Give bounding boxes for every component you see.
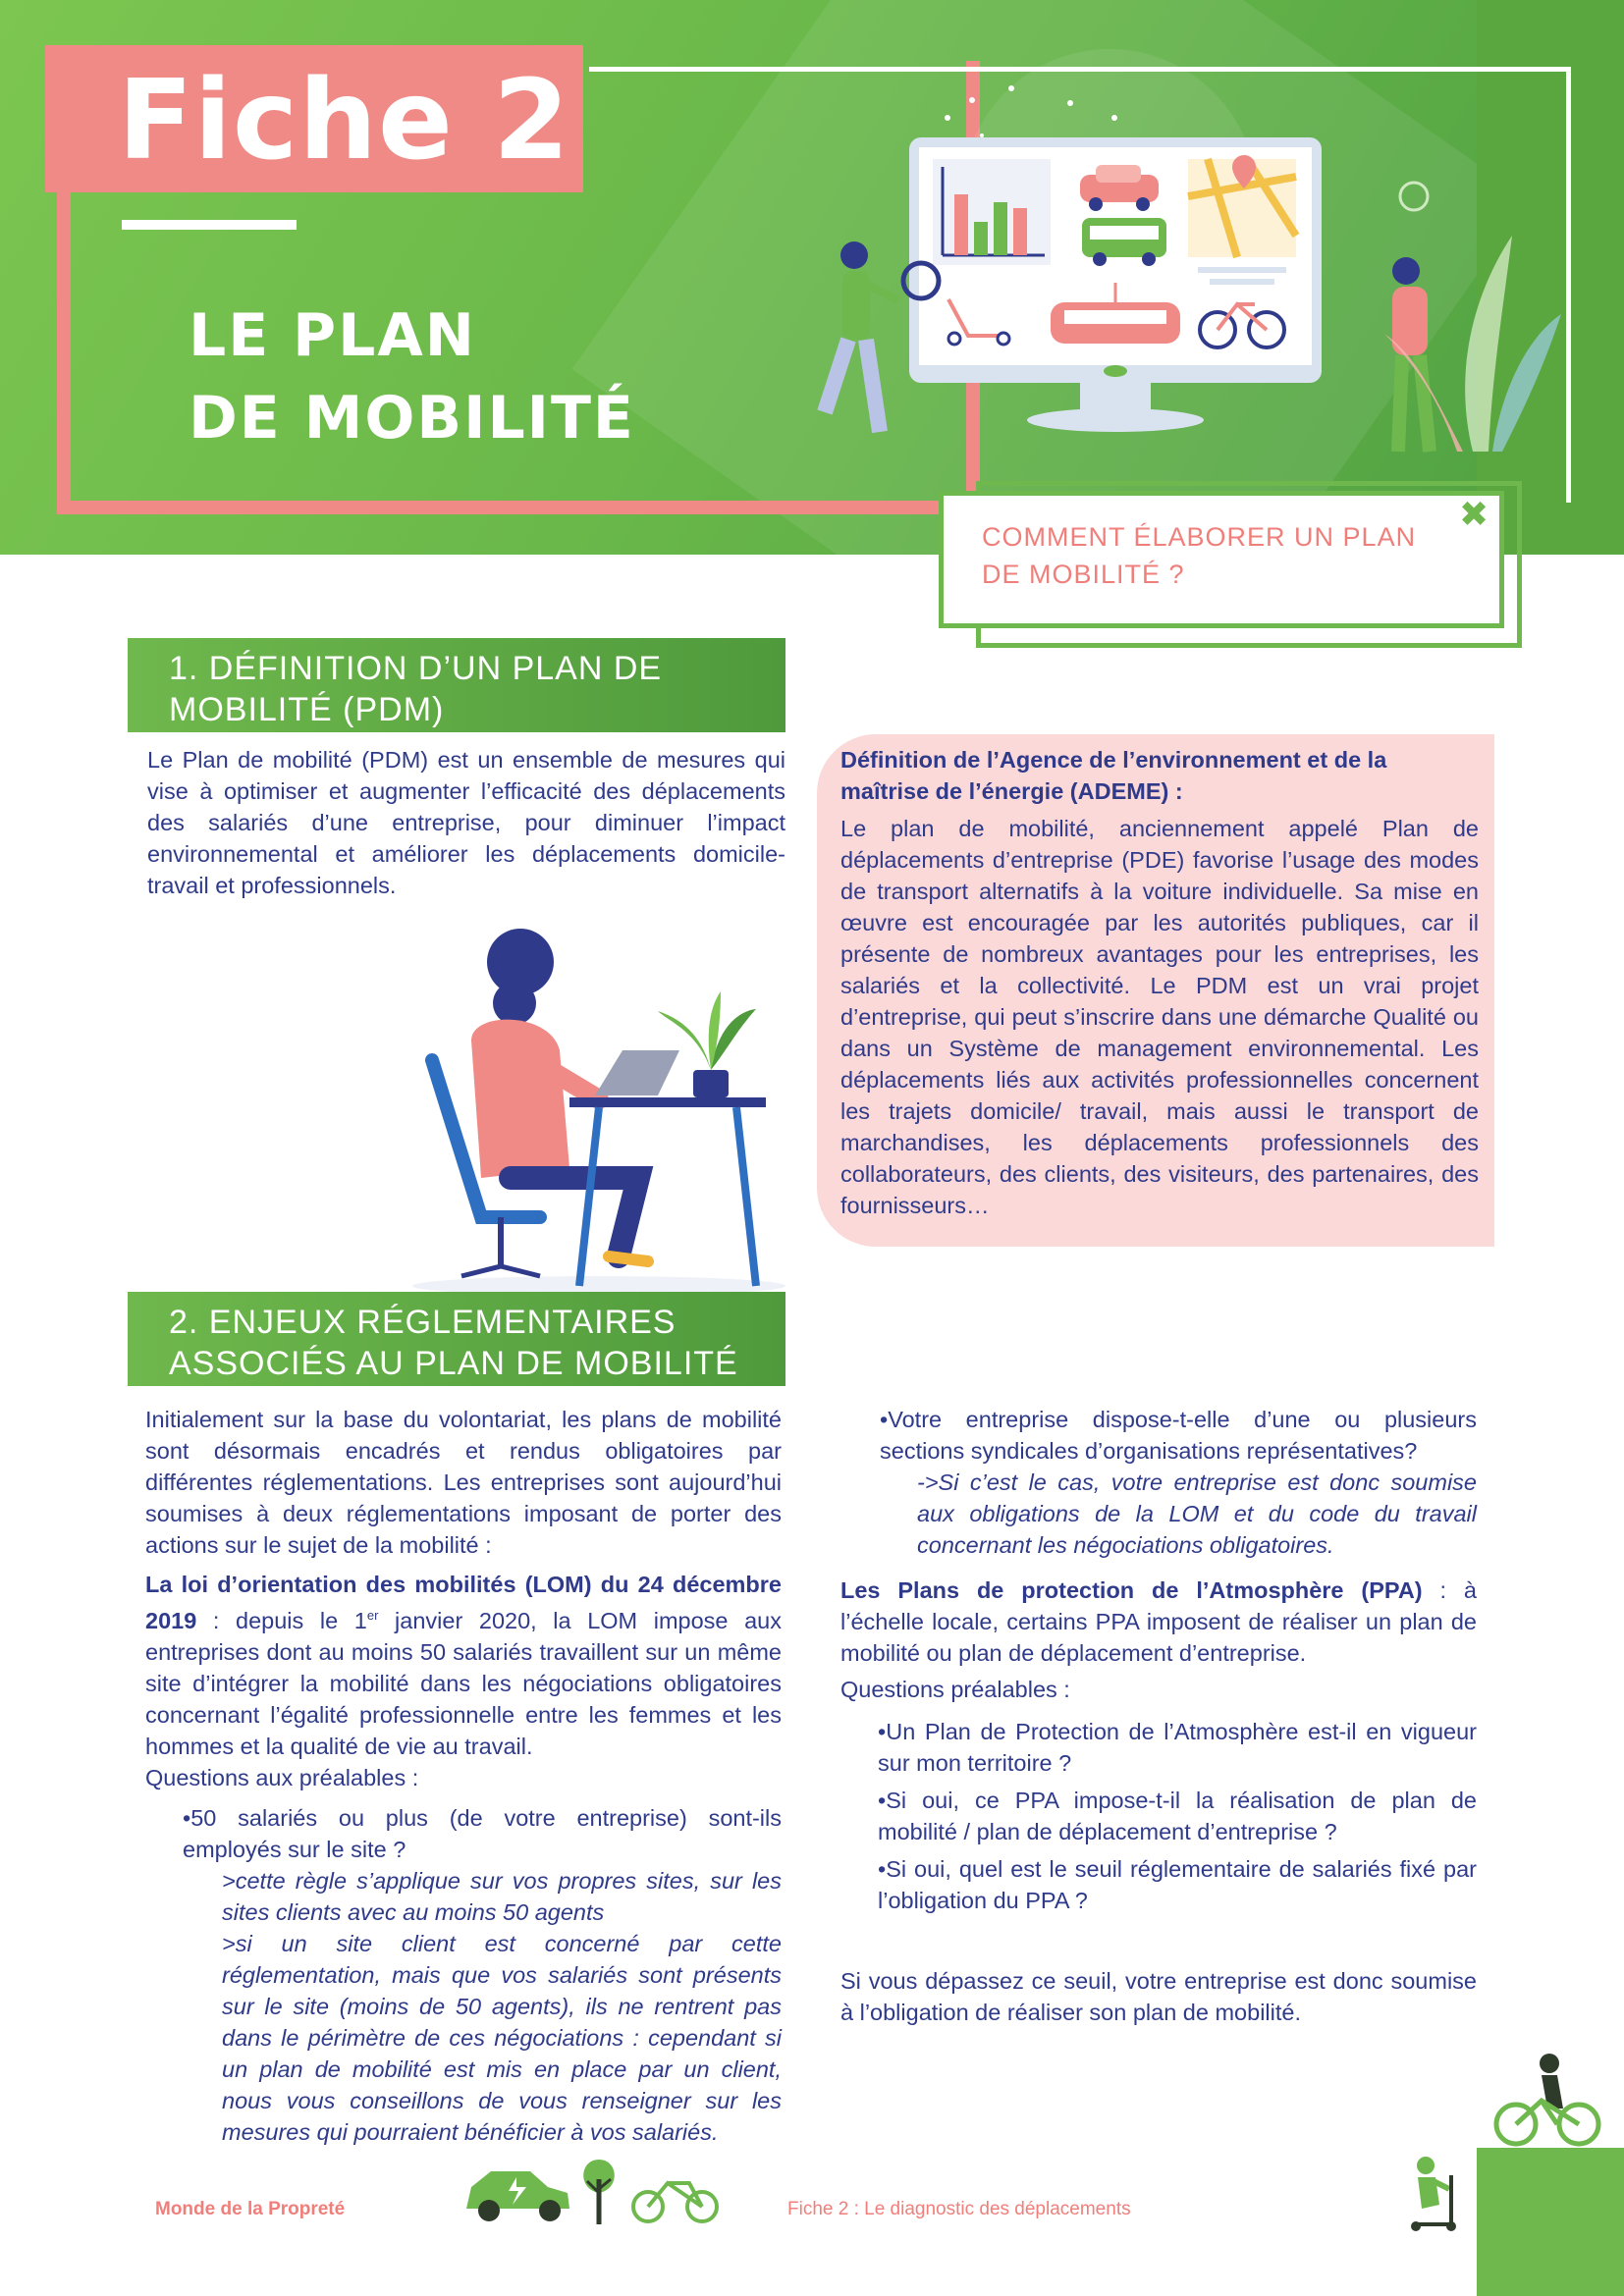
eco-transport-icons [461, 2150, 727, 2228]
scooter-rider-icon [1404, 2156, 1463, 2234]
footer-green-block [1477, 2148, 1624, 2296]
section1-heading-line2: MOBILITÉ (PDM) [169, 691, 445, 728]
section2-heading [128, 1292, 785, 1386]
section2-heading-line2: ASSOCIÉS AU PLAN DE MOBILITÉ [169, 1345, 738, 1382]
note-own-sites: >cette règle s’applique sur vos propres sites, sur les sites clients avec au moins 50 agents [222, 1868, 782, 1925]
fiche-underline [122, 220, 297, 230]
question-line2: DE MOBILITÉ ? [982, 560, 1185, 589]
close-icon: ✖ [1459, 495, 1489, 535]
section2-conclusion: Si vous dépassez ce seuil, votre entreprise est donc soumise à l’obligation de réaliser son plan de mobilité. [840, 1968, 1477, 2025]
bullet-50-employees: •50 salariés ou plus (de votre entreprise) sont-ils employés sur le site ? [183, 1805, 782, 1862]
cyclist-icon [1492, 2052, 1600, 2150]
page-title-line2: DE MOBILITÉ [189, 384, 635, 453]
bullet-union-sections: •Votre entreprise dispose-t-elle d’une ou plusieurs sections syndicales d’organisations représentatives? [880, 1407, 1477, 1464]
questions-label-2: Questions préalables : [840, 1677, 1070, 1702]
questions-label: Questions aux préalables : [145, 1765, 419, 1790]
woman-at-desk-illustration [412, 923, 785, 1296]
fiche-label: Fiche 2 [118, 57, 570, 185]
lom-paragraph [145, 1569, 782, 1762]
footer-chapter: Fiche 2 : Le diagnostic des déplacements [787, 2199, 1131, 2219]
note-client-site: >si un site client est concerné par cette réglementation, mais que vos salariés sont présents sur le site (moins de 50 agents), ils ne rentrent pas dans le périmètre de ces négociations : cependant si un plan de mobilité est mis en place par un client, nous vous conseillons de vous renseigner sur les mesures qui pourraient bénéficier à vos salariés. [222, 1931, 782, 2145]
hero-white-frame-right [1566, 67, 1571, 503]
question-line1: COMMENT ÉLABORER UN PLAN [982, 522, 1417, 552]
ppa-text: : à l’échelle locale, certains PPA imposent de réaliser un plan de mobilité ou plan de déplacement d’entreprise. [840, 1577, 1477, 1666]
ademe-definition-body: Le plan de mobilité, anciennement appelé Plan de déplacements d’entreprise (PDE) favorise l’usage des modes de transport alternatifs à la voiture individuelle. Sa mise en œuvre est encouragée par les autorités publiques, car il présente de nombreux avantages pour les entreprises, les salariés et la collectivité. Le PDM est un vrai projet d’entreprise, qui peut s’inscrire dans une démarche Qualité ou dans un Système de management environnemental. Les déplacements liés aux activités professionnelles concernent les trajets domicile/ travail, mais aussi le transport de marchandises, les déplacements professionnels des collaborateurs, des clients, des visiteurs, des partenaires, des fournisseurs… [840, 816, 1479, 1218]
bullet-ppa-requires-plan: •Si oui, ce PPA impose-t-il la réalisation de plan de mobilité / plan de déplacement d’entreprise ? [878, 1788, 1477, 1844]
ppa-title: Les Plans de protection de l’Atmosphère (PPA) [840, 1577, 1423, 1603]
lom-sup: er [366, 1608, 379, 1623]
ademe-definition-title: Définition de l’Agence de l’environnement et de la maîtrise de l’énergie (ADEME) : [840, 747, 1387, 804]
page-title-line1: LE PLAN [189, 301, 476, 370]
page-title [189, 294, 635, 459]
bullet-ppa-in-force: •Un Plan de Protection de l’Atmosphère est-il en vigueur sur mon territoire ? [878, 1719, 1477, 1776]
monitor-illustration [785, 79, 1551, 471]
ppa-paragraph [840, 1575, 1477, 1669]
note-lom-obligations: ->Si c’est le cas, votre entreprise est donc soumise aux obligations de la LOM et du code du travail concernant les négociations obligatoires. [917, 1469, 1477, 1558]
question-text [982, 518, 1473, 593]
section1-heading [128, 638, 785, 732]
lom-text-a: : depuis le 1 [196, 1607, 367, 1633]
section1-paragraph: Le Plan de mobilité (PDM) est un ensemble de mesures qui vise à optimiser et augmenter l’efficacité des déplacements des salariés d’une entreprise, pour diminuer l’impact environnemental et améliorer les déplacements domicile-travail et professionnels. [147, 747, 785, 898]
section2-intro: Initialement sur la base du volontariat, les plans de mobilité sont désormais encadrés et rendus obligatoires par différentes réglementations. Les entreprises sont aujourd’hui soumises à deux réglementations imposant de porter des actions sur le sujet de la mobilité : [145, 1407, 782, 1558]
lom-text-b: janvier 2020, la LOM impose aux entreprises dont au moins 50 salariés travaillent sur un même site d’intégrer la mobilité dans les négociations obligatoires concernant l’égalité professionnelle entre les femmes et les hommes et la qualité de vie au travail. [145, 1607, 782, 1759]
bullet-ppa-threshold: •Si oui, quel est le seuil réglementaire de salariés fixé par l’obligation du PPA ? [878, 1856, 1477, 1913]
footer-organization: Monde de la Propreté [155, 2199, 346, 2219]
lom-title: La loi d’orientation des mobilités (LOM) du 24 décembre 2019 [145, 1572, 782, 1633]
section1-heading-line1: 1. DÉFINITION D’UN PLAN DE [169, 650, 663, 687]
section2-heading-line1: 2. ENJEUX RÉGLEMENTAIRES [169, 1304, 677, 1341]
